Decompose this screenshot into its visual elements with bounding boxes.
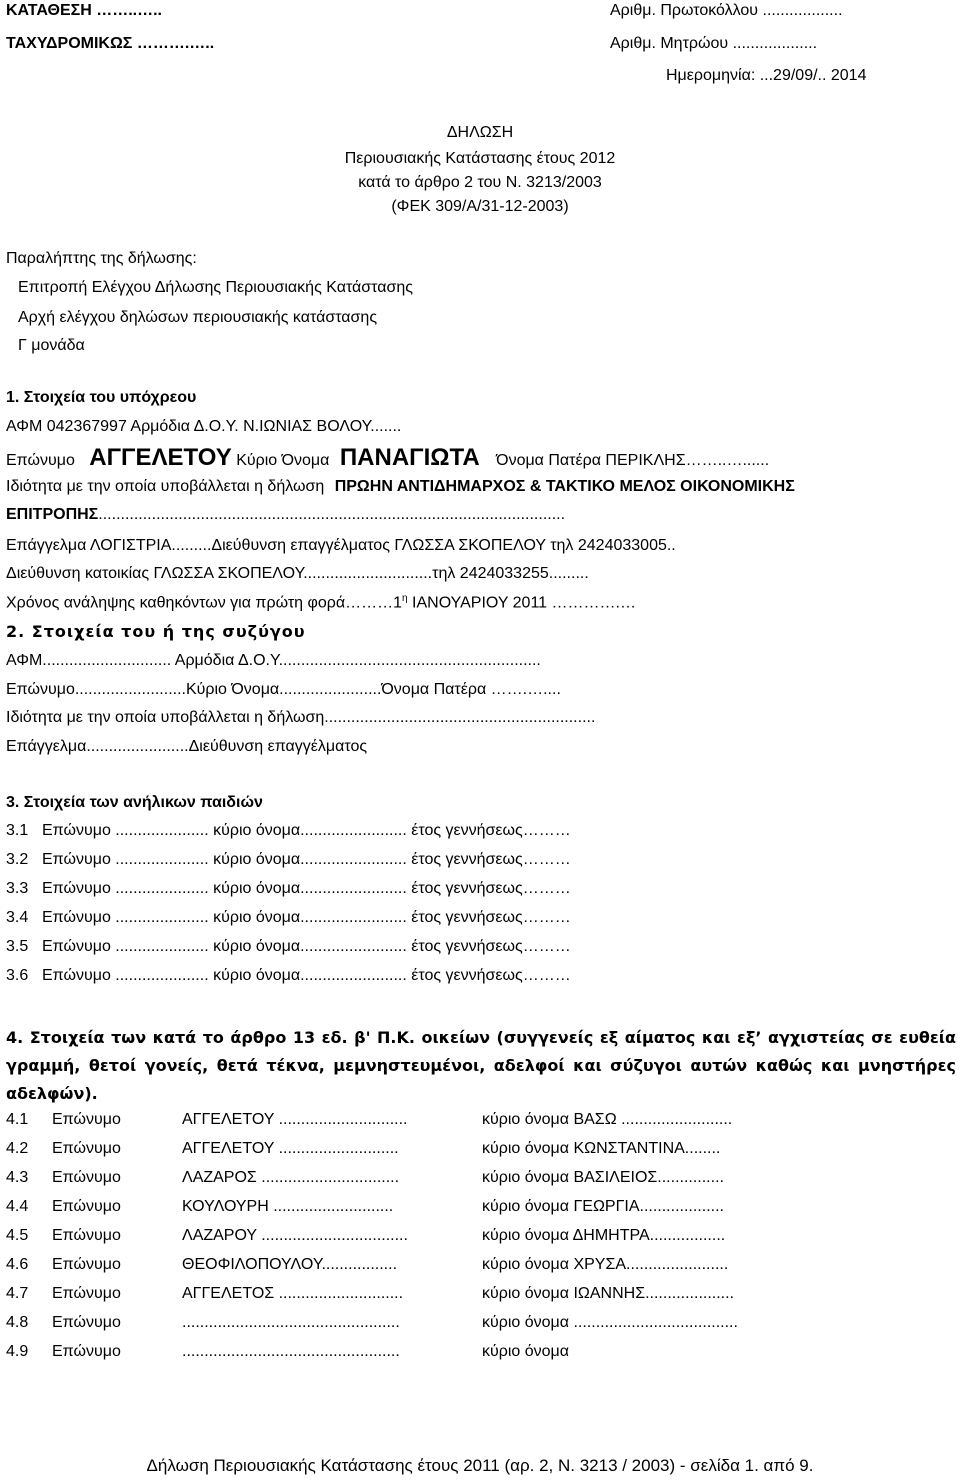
relative-row-label: Επώνυμο [52,1140,121,1157]
first-time-text: Χρόνος ανάληψης καθηκόντων για πρώτη φορά………1 [6,594,403,612]
document-subtitle: Περιουσιακής Κατάστασης έτους 2012 [344,150,616,167]
first-name-label: Κύριο Όνομα [236,452,330,469]
relative-row-number: 4.8 [6,1314,29,1331]
relative-row-surname: ................................................. [182,1343,400,1360]
first-time-line [6,593,636,613]
relative-row-label: Επώνυμο [52,1198,121,1215]
spouse-name-line: Επώνυμο.........................Κύριο Όνομα.......................Όνομα Πατέρα …….….... [6,681,561,698]
child-row-number: 3.3 [6,880,29,897]
spouse-capacity-line: Ιδιότητα με την οποία υποβάλλεται η δήλωση............................................................. [6,709,596,726]
relative-row-surname: ΑΓΓΕΛΕΤΟΥ ............................. [182,1111,408,1128]
capacity-value-2: ΕΠΙΤΡΟΠΗΣ [6,506,99,523]
section-1-afm-line: ΑΦΜ 042367997 Αρμόδια Δ.Ο.Υ. Ν.ΙΩΝΙΑΣ ΒΟΛΟΥ....... [6,418,402,435]
child-row [6,909,571,927]
relative-row-firstname: κύριο όνομα ΙΩΑΝΝΗΣ.................... [482,1285,734,1302]
section-2-heading: 2. Στοιχεία του ή της συζύγου [6,622,306,641]
capacity-line [6,478,795,496]
relative-row-surname: ΚΟΥΛΟΥΡΗ ........................... [182,1198,394,1215]
child-row-number: 3.6 [6,967,29,984]
child-row [6,967,571,985]
recipient-label: Παραλήπτης της δήλωσης: [6,250,197,267]
relative-row-firstname: κύριο όνομα ΧΡΥΣΑ....................... [482,1256,729,1273]
relative-row-surname: ΑΓΓΕΛΕΤΟΥ ........................... [182,1140,399,1157]
child-row-number: 3.2 [6,851,29,868]
spouse-profession-line: Επάγγελμα.......................Διεύθυνση επαγγέλματος [6,738,368,755]
relative-row [6,1140,720,1158]
residence-line: Διεύθυνση κατοικίας ΓΛΩΣΣΑ ΣΚΟΠΕΛΟΥ.............................τηλ 2424033255......... [6,565,589,582]
relative-row-firstname: κύριο όνομα [482,1343,570,1360]
capacity-line-2 [6,506,565,524]
protocol-number-field: Αριθμ. Πρωτοκόλλου .................. [610,2,843,19]
date-field: Ημερομηνία: ...29/09/.. 2014 [666,67,867,84]
postal-label: ΤΑΧΥΔΡΟΜΙΚΩΣ ……….….. [6,35,215,52]
submission-label: ΚΑΤΑΘΕΣΗ ……..….. [6,2,162,19]
relative-row [6,1227,725,1245]
child-row [6,880,571,898]
capacity-dots: ......................................................................................................... [98,506,566,523]
section-1-name-line [6,444,769,472]
relative-row-label: Επώνυμο [52,1227,121,1244]
father-name-field: Όνομα Πατέρα ΠΕΡΙΚΛΗΣ……..…...... [496,452,770,469]
first-time-date: ΙΑΝΟΥΑΡΙΟΥ 2011 ………….… [407,594,636,612]
child-row-text: Επώνυμο ..................... κύριο όνομα........................ έτος γεννήσεως……… [42,909,571,926]
surname-value: ΑΓΓΕΛΕΤΟΥ [89,444,232,471]
relative-row [6,1343,569,1361]
relative-row [6,1256,728,1274]
recipient-line-1: Επιτροπή Ελέγχου Δήλωσης Περιουσιακής Κατάστασης [18,279,413,296]
child-row [6,851,571,869]
relative-row-label: Επώνυμο [52,1111,121,1128]
capacity-value-1: ΠΡΩΗΝ ΑΝΤΙΔΗΜΑΡΧΟΣ & ΤΑΚΤΙΚΟ ΜΕΛΟΣ ΟΙΚΟΝΟΜΙΚΗΣ [334,478,795,495]
child-row-text: Επώνυμο ..................... κύριο όνομα........................ έτος γεννήσεως……… [42,880,571,897]
relative-row-number: 4.1 [6,1111,29,1128]
document-gazette-ref: (ΦΕΚ 309/Α/31-12-2003) [391,198,569,215]
child-row-number: 3.4 [6,909,29,926]
relative-row-number: 4.3 [6,1169,29,1186]
relative-row-number: 4.5 [6,1227,29,1244]
relative-row-label: Επώνυμο [52,1343,121,1360]
section-4-heading: 4. Στοιχεία των κατά το άρθρο 13 εδ. β' Π.Κ. οικείων (συγγενείς εξ αίματος και εξ’ αγχιστείας σε ευθεία γραμμή, θετοί γονείς, θετά τέκνα, μεμνηστευμένοι, αδελφοί και σύζυγοι αυτών καθώς και μνηστήρες αδελφών). [6,1028,956,1103]
surname-label: Επώνυμο [6,452,75,469]
relative-row-label: Επώνυμο [52,1256,121,1273]
child-row [6,938,571,956]
relative-row-label: Επώνυμο [52,1169,121,1186]
page-footer: Δήλωση Περιουσιακής Κατάστασης έτους 2011 (αρ. 2, Ν. 3213 / 2003) - σελίδα 1. από 9. [146,1456,814,1475]
recipient-line-2: Αρχή ελέγχου δηλώσων περιουσιακής κατάστασης [18,309,378,326]
relative-row [6,1198,724,1216]
child-row-number: 3.5 [6,938,29,955]
child-row-number: 3.1 [6,822,29,839]
child-row-text: Επώνυμο ..................... κύριο όνομα........................ έτος γεννήσεως……… [42,967,571,984]
relative-row-surname: ΛΑΖΑΡΟΥ ................................. [182,1227,408,1244]
relative-row-firstname: κύριο όνομα ΓΕΩΡΓΙΑ................... [482,1198,724,1215]
section-1-heading: 1. Στοιχεία του υπόχρεου [6,389,197,406]
relative-row [6,1169,724,1187]
relative-row-firstname: κύριο όνομα ΚΩΝΣΤΑΝΤΙΝΑ........ [482,1140,721,1157]
relative-row-surname: ................................................. [182,1314,400,1331]
registry-number-field: Αριθμ. Μητρώου ................... [610,35,818,52]
relative-row [6,1285,734,1303]
relative-row [6,1111,732,1129]
relative-row-surname: ΘΕΟΦΙΛΟΠΟΥΛΟΥ................. [182,1256,398,1273]
relative-row-firstname: κύριο όνομα ΒΑΣΙΛΕΙΟΣ............... [482,1169,724,1186]
child-row-text: Επώνυμο ..................... κύριο όνομα........................ έτος γεννήσεως……… [42,822,571,839]
relative-row-number: 4.6 [6,1256,29,1273]
relative-row-label: Επώνυμο [52,1285,121,1302]
document-law-ref: κατά το άρθρο 2 του Ν. 3213/2003 [358,174,602,191]
relative-row [6,1314,738,1332]
first-name-value: ΠΑΝΑΓΙΩΤΑ [339,444,480,471]
relative-row-firstname: κύριο όνομα ΒΑΣΩ ......................... [482,1111,733,1128]
child-row-text: Επώνυμο ..................... κύριο όνομα........................ έτος γεννήσεως……… [42,938,571,955]
relative-row-label: Επώνυμο [52,1314,121,1331]
relative-row-number: 4.4 [6,1198,29,1215]
first-time-superscript: η [402,593,408,604]
relative-row-number: 4.9 [6,1343,29,1360]
child-row [6,822,571,840]
relative-row-surname: ΑΓΓΕΛΕΤΟΣ ............................ [182,1285,404,1302]
relative-row-number: 4.2 [6,1140,29,1157]
profession-line: Επάγγελμα ΛΟΓΙΣΤΡΙΑ.........Διεύθυνση επαγγέλματος ΓΛΩΣΣΑ ΣΚΟΠΕΛΟΥ τηλ 2424033005.. [6,537,676,554]
recipient-line-3: Γ μονάδα [18,337,85,354]
section-3-heading: 3. Στοιχεία των ανήλικων παιδιών [6,794,263,811]
capacity-label: Ιδιότητα με την οποία υποβάλλεται η δήλωση [6,478,325,495]
child-row-text: Επώνυμο ..................... κύριο όνομα........................ έτος γεννήσεως……… [42,851,571,868]
relative-row-number: 4.7 [6,1285,29,1302]
document-title: ΔΗΛΩΣΗ [446,124,514,141]
relative-row-firstname: κύριο όνομα ..................................... [482,1314,738,1331]
relative-row-firstname: κύριο όνομα ΔΗΜΗΤΡΑ................. [482,1227,726,1244]
relative-row-surname: ΛΑΖΑΡΟΣ ............................... [182,1169,400,1186]
spouse-afm-line: ΑΦΜ............................. Αρμόδια Δ.Ο.Υ........................................................... [6,652,541,669]
